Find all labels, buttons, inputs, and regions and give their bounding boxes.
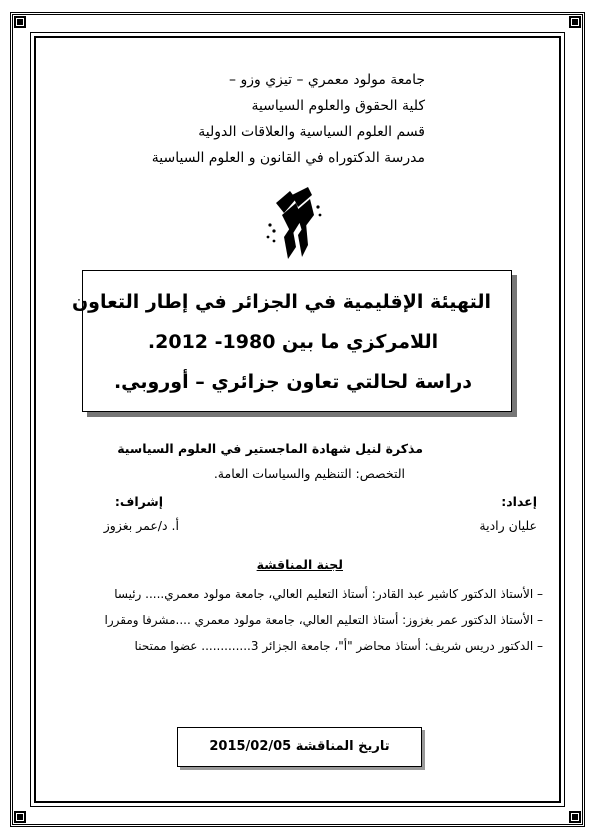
corner-ornament-bottom-right xyxy=(565,807,585,827)
thesis-title-line-1: التهيئة الإقليمية في الجزائر في إطار التعاون xyxy=(71,291,491,313)
author-name: عليان رادية xyxy=(479,518,537,533)
committee-member-1: – الأستاذ الدكتور كاشير عبد القادر: أستاذ التعليم العالي، جامعة مولود معمري..... رئيسا xyxy=(114,587,543,601)
corner-ornament-top-left xyxy=(10,12,30,32)
department-name: قسم العلوم السياسية والعلاقات الدولية xyxy=(198,124,425,140)
defense-date: تاريخ المناقشة 2015/02/05 xyxy=(209,739,390,754)
thesis-title-box xyxy=(71,270,512,412)
faculty-name: كلية الحقوق والعلوم السياسية xyxy=(251,98,425,114)
thesis-title-line-2: اللامركزي ما بين 1980- 2012. xyxy=(147,331,439,353)
defense-date-box xyxy=(177,727,422,767)
university-name: جامعة مولود معمري – تيزي وزو – xyxy=(229,72,425,88)
committee-member-3: – الدكتور دريس شريف: أستاذ محاضر "أ"، جامعة الجزائر 3............. عضوا ممتحنا xyxy=(134,639,543,653)
corner-ornament-bottom-left xyxy=(10,807,30,827)
supervision-label: إشراف: xyxy=(114,494,163,509)
committee-member-2: – الأستاذ الدكتور عمر بغزوز: أستاذ التعليم العالي، جامعة مولود معمري ....مشرفا ومقررا xyxy=(104,613,543,627)
corner-ornament-top-right xyxy=(565,12,585,32)
supervisor-name: أ. د/عمر بغزوز xyxy=(103,518,179,533)
degree-statement: مذكرة لنيل شهادة الماجستير في العلوم السياسية xyxy=(117,441,423,456)
prepared-by-label: إعداد: xyxy=(501,494,537,509)
university-logo xyxy=(262,185,326,265)
thesis-title-line-3: دراسة لحالتي تعاون جزائري – أوروبي. xyxy=(113,371,473,393)
committee-heading: لجنة المناقشة xyxy=(256,557,343,572)
specialty: التخصص: التنظيم والسياسات العامة. xyxy=(213,466,405,481)
doctoral-school-name: مدرسة الدكتوراه في القانون و العلوم السياسية xyxy=(151,150,425,166)
